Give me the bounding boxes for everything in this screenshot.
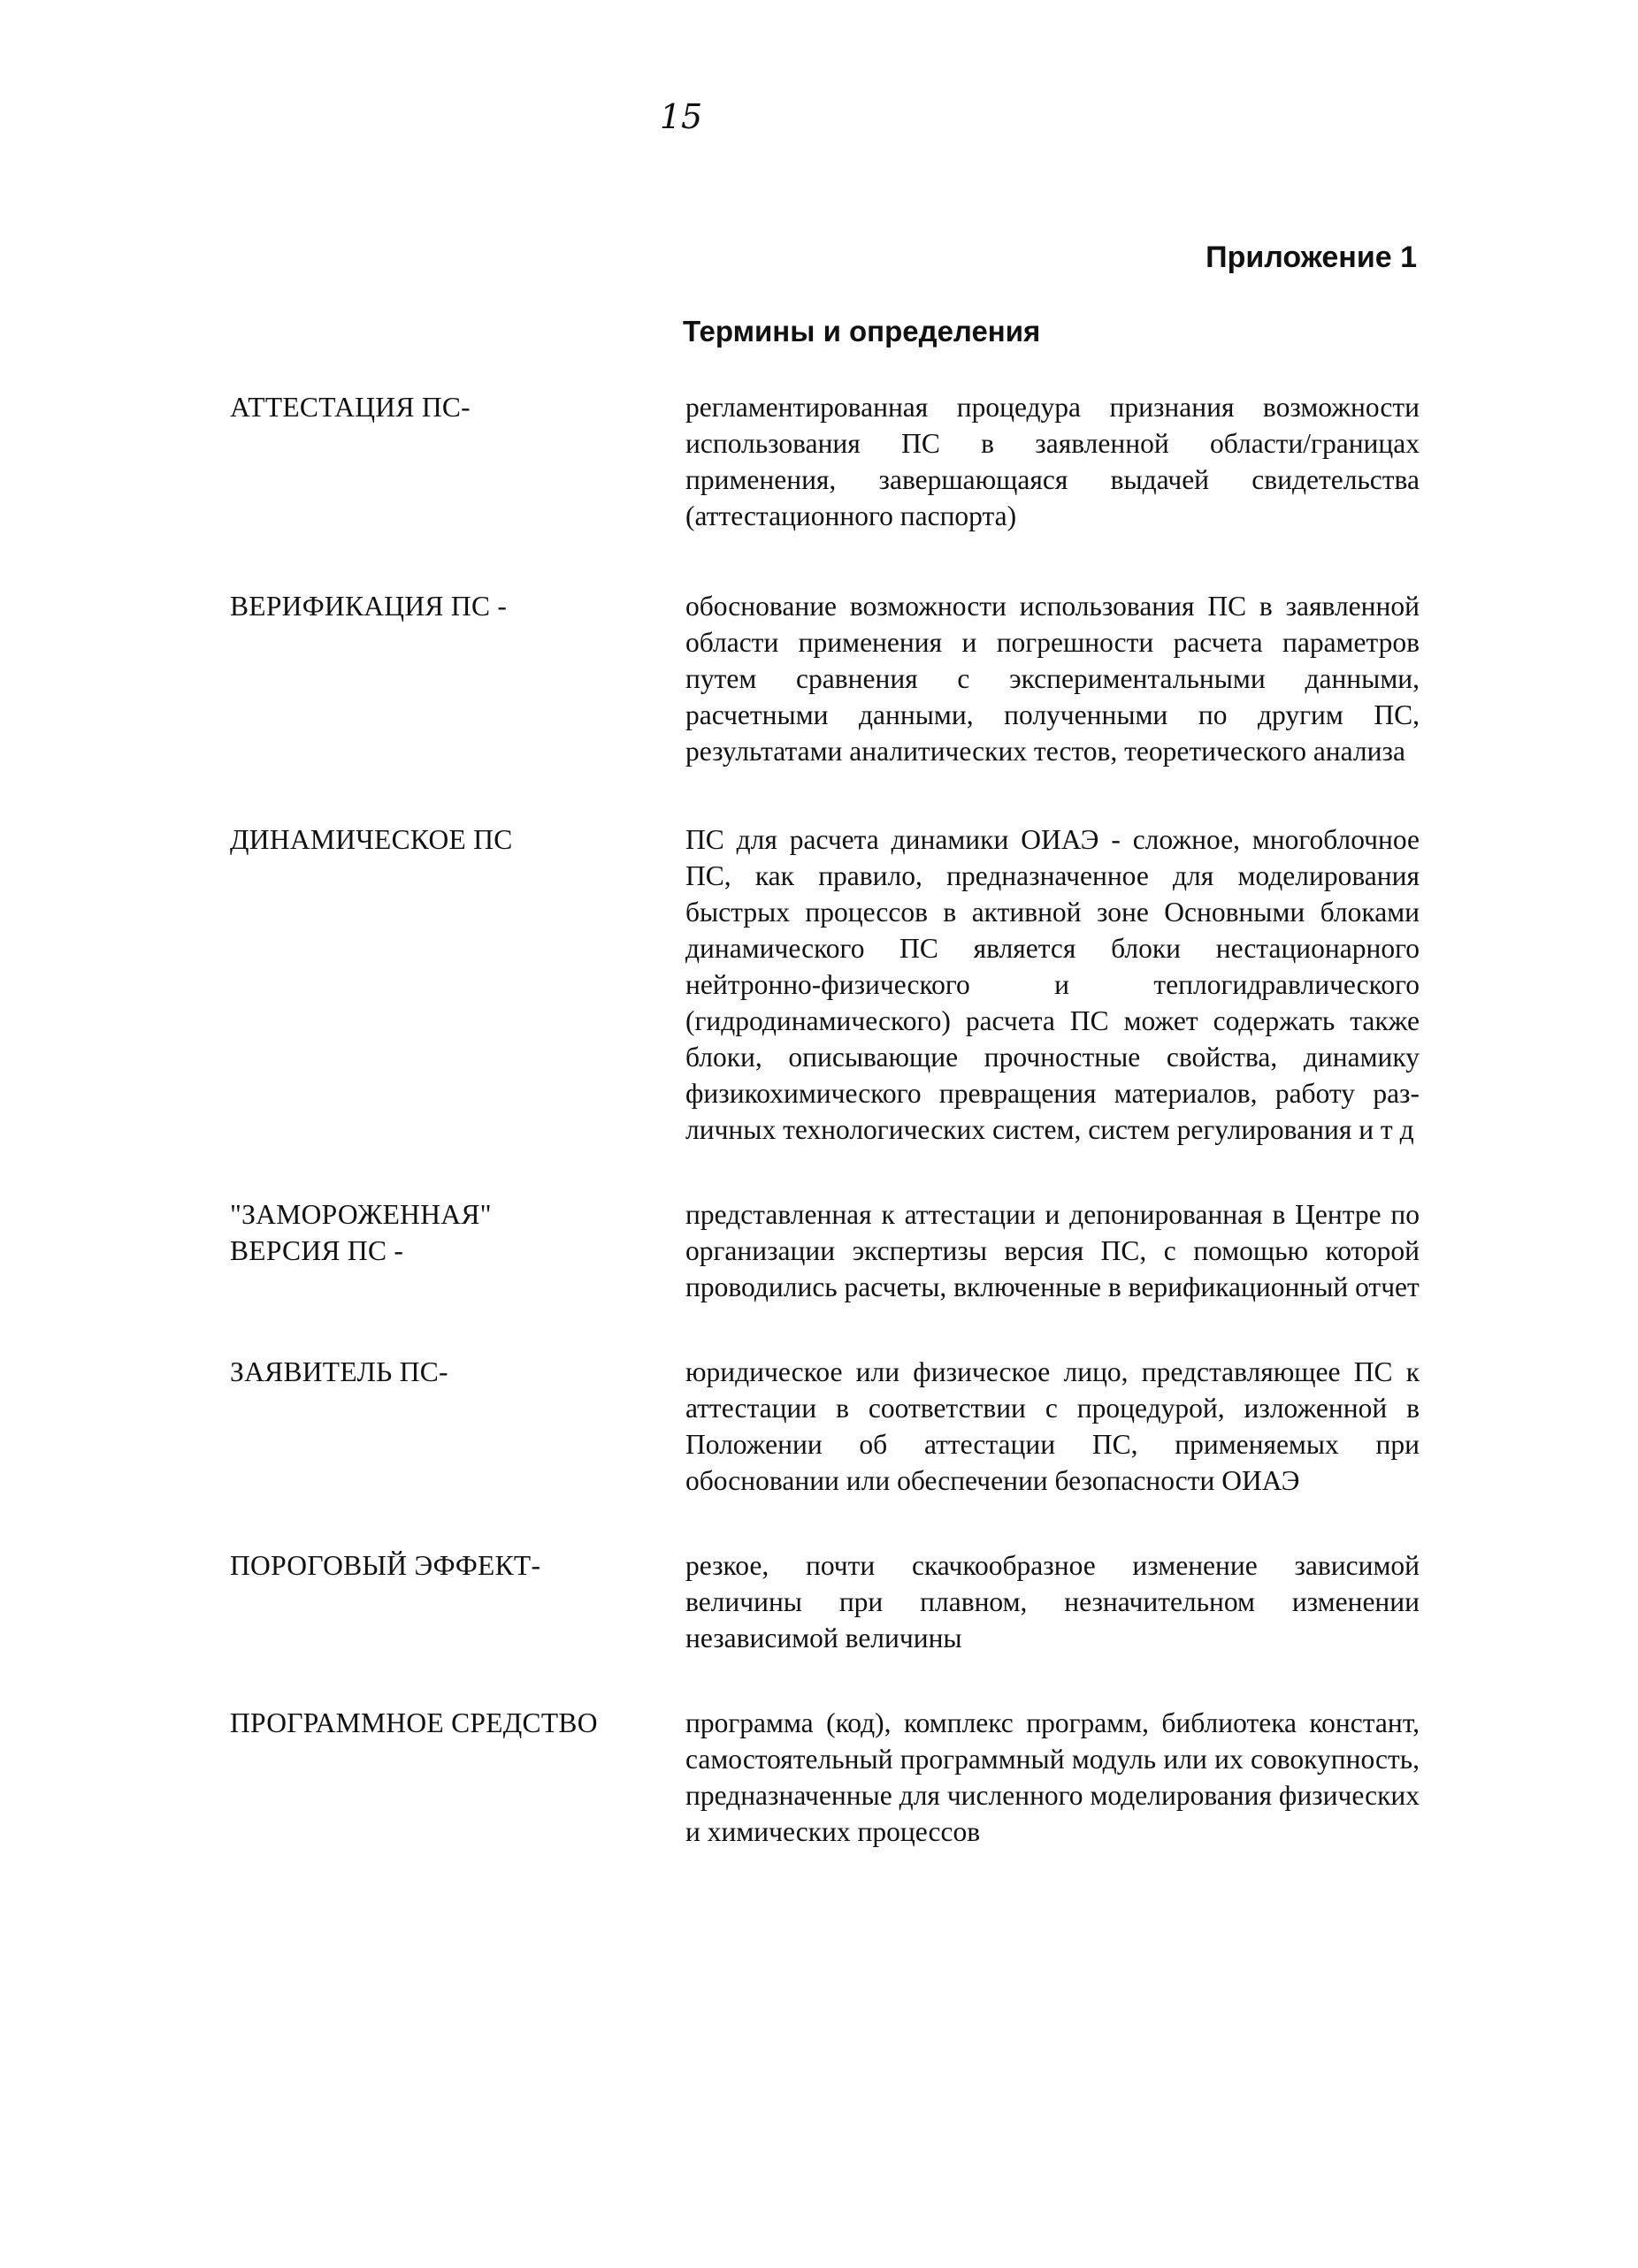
glossary-term: ДИНАМИЧЕСКОЕ ПС [230,824,513,855]
glossary-definition: регламентированная процедура признания возможности использования ПС в заявленной области/границах применения, завершающаяся выдачей свидетельства (аттестационного паспорта) [685,392,1420,531]
glossary-term: ПРОГРАММНОЕ СРЕДСТВО [230,1707,598,1738]
glossary-definition: юридическое или физическое лицо, представляющее ПС к аттестации в соответствии с процедурой, изложенной в Положении об аттестации ПС, применяемых при обосновании или обеспечении безопасности ОИАЭ [685,1356,1420,1496]
glossary-entry [230,1196,1420,1305]
glossary [230,389,1420,1850]
glossary-term: "ЗАМОРОЖЕННАЯ" ВЕРСИЯ ПС - [230,1199,492,1266]
glossary-definition: обоснование возможности использования ПС в заявленной области применения и погрешности расчета параметров путем сравнения с экспериментальными данными, расчетными данными, полученными по другим ПС, результатами аналитических тестов, теоретического анализа [685,591,1420,767]
glossary-definition: представленная к аттестации и депонированная в Центре по организации экспертизы версия ПС, с помощью которой проводились расчеты, включенные в верификационный отчет [685,1199,1420,1302]
section-title: Термины и определения [683,315,1041,347]
glossary-definition: программа (код), комплекс программ, библиотека констант, самостоятельный программный модуль или их совокупность, предназначенные для численного моделирования физических и химических процессов [685,1707,1420,1847]
glossary-term: ЗАЯВИТЕЛЬ ПС- [230,1356,448,1387]
glossary-entry [230,389,1420,534]
glossary-definition: ПС для расчета динамики ОИАЭ - сложное, многоблочное ПС, как правило, предназначенное для моделирования быстрых процессов в активной зоне Основными блоками динамического ПС является блоки нестационарного нейтронно-физического и теплогидравлического (гидродинамического) расчета ПС может содержать также блоки, описывающие прочностные свойства, динамику физикохимического превращения материалов, работу различных технологических систем, систем регулирования и т д [685,824,1420,1145]
glossary-term: ВЕРИФИКАЦИЯ ПС - [230,591,508,622]
glossary-term: АТТЕСТАЦИЯ ПС- [230,392,471,423]
glossary-term: ПОРОГОВЫЙ ЭФФЕКТ- [230,1550,541,1581]
glossary-definition: резкое, почти скачкообразное изменение зависимой величины при плавном, незначительном изменении независимой величины [685,1550,1420,1653]
glossary-entry [230,588,1420,769]
page-number: 15 [659,97,703,136]
glossary-entry [230,1354,1420,1499]
glossary-entry [230,1705,1420,1850]
appendix-label: Приложение 1 [1206,241,1417,274]
glossary-entry [230,821,1420,1148]
glossary-entry [230,1547,1420,1656]
